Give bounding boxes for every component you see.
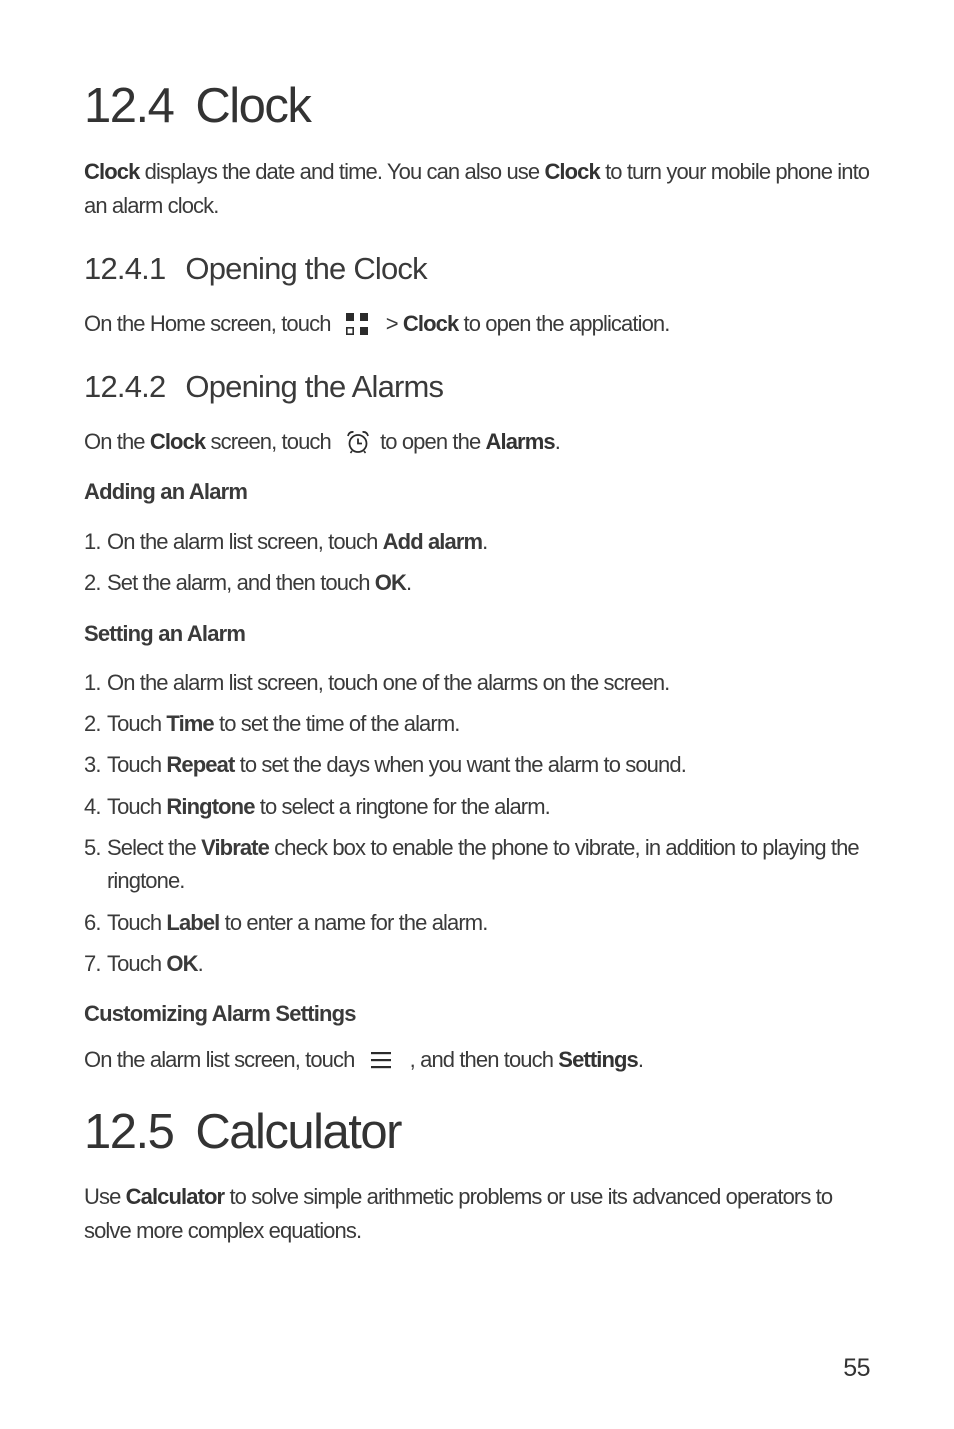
list-item: 2. Touch Time to set the time of the alarm. [84, 711, 460, 736]
menu-icon [370, 1049, 392, 1071]
list-item: 2. Set the alarm, and then touch OK. [84, 570, 412, 595]
heading-customizing-alarm-settings: Customizing Alarm Settings [84, 1001, 356, 1026]
list-item: 4. Touch Ringtone to select a ringtone for the alarm. [84, 794, 550, 819]
list-item: 6. Touch Label to enter a name for the alarm. [84, 910, 488, 935]
subsection-heading-opening-alarms: 12.4.2 Opening the Alarms [84, 369, 444, 404]
list-item: 1. On the alarm list screen, touch one of the alarms on the screen. [84, 670, 670, 695]
opening-clock-paragraph: On the Home screen, touch > Clock to open the application. [84, 311, 670, 336]
subsection-heading-opening-clock: 12.4.1 Opening the Clock [84, 251, 427, 286]
heading-adding-alarm: Adding an Alarm [84, 479, 248, 504]
page-number: 55 [843, 1354, 870, 1382]
section-heading-calculator: 12.5 Calculator [84, 1105, 401, 1159]
opening-alarms-paragraph: On the Clock screen, touch to open the Alarms . [84, 429, 560, 454]
customizing-paragraph: On the alarm list screen, touch , and then touch Settings . [84, 1047, 644, 1072]
calculator-intro-paragraph: Use Calculator to solve simple arithmetic problems or use its advanced operators to solve more complex equations. [84, 1184, 833, 1243]
heading-setting-alarm: Setting an Alarm [84, 621, 246, 646]
list-item: 5. Select the Vibrate check box to enable the phone to vibrate, in addition to playing the ringtone. [84, 835, 859, 893]
section-heading-clock: 12.4 Clock [84, 79, 311, 133]
alarm-clock-icon [345, 429, 371, 455]
list-item: 1. On the alarm list screen, touch Add alarm. [84, 529, 488, 554]
list-item: 7. Touch OK. [84, 951, 203, 976]
clock-intro-paragraph: Clock displays the date and time. You can also use Clock to turn your mobile phone into an alarm clock. [84, 159, 870, 218]
apps-grid-icon [345, 312, 371, 336]
list-item: 3. Touch Repeat to set the days when you want the alarm to sound. [84, 752, 686, 777]
